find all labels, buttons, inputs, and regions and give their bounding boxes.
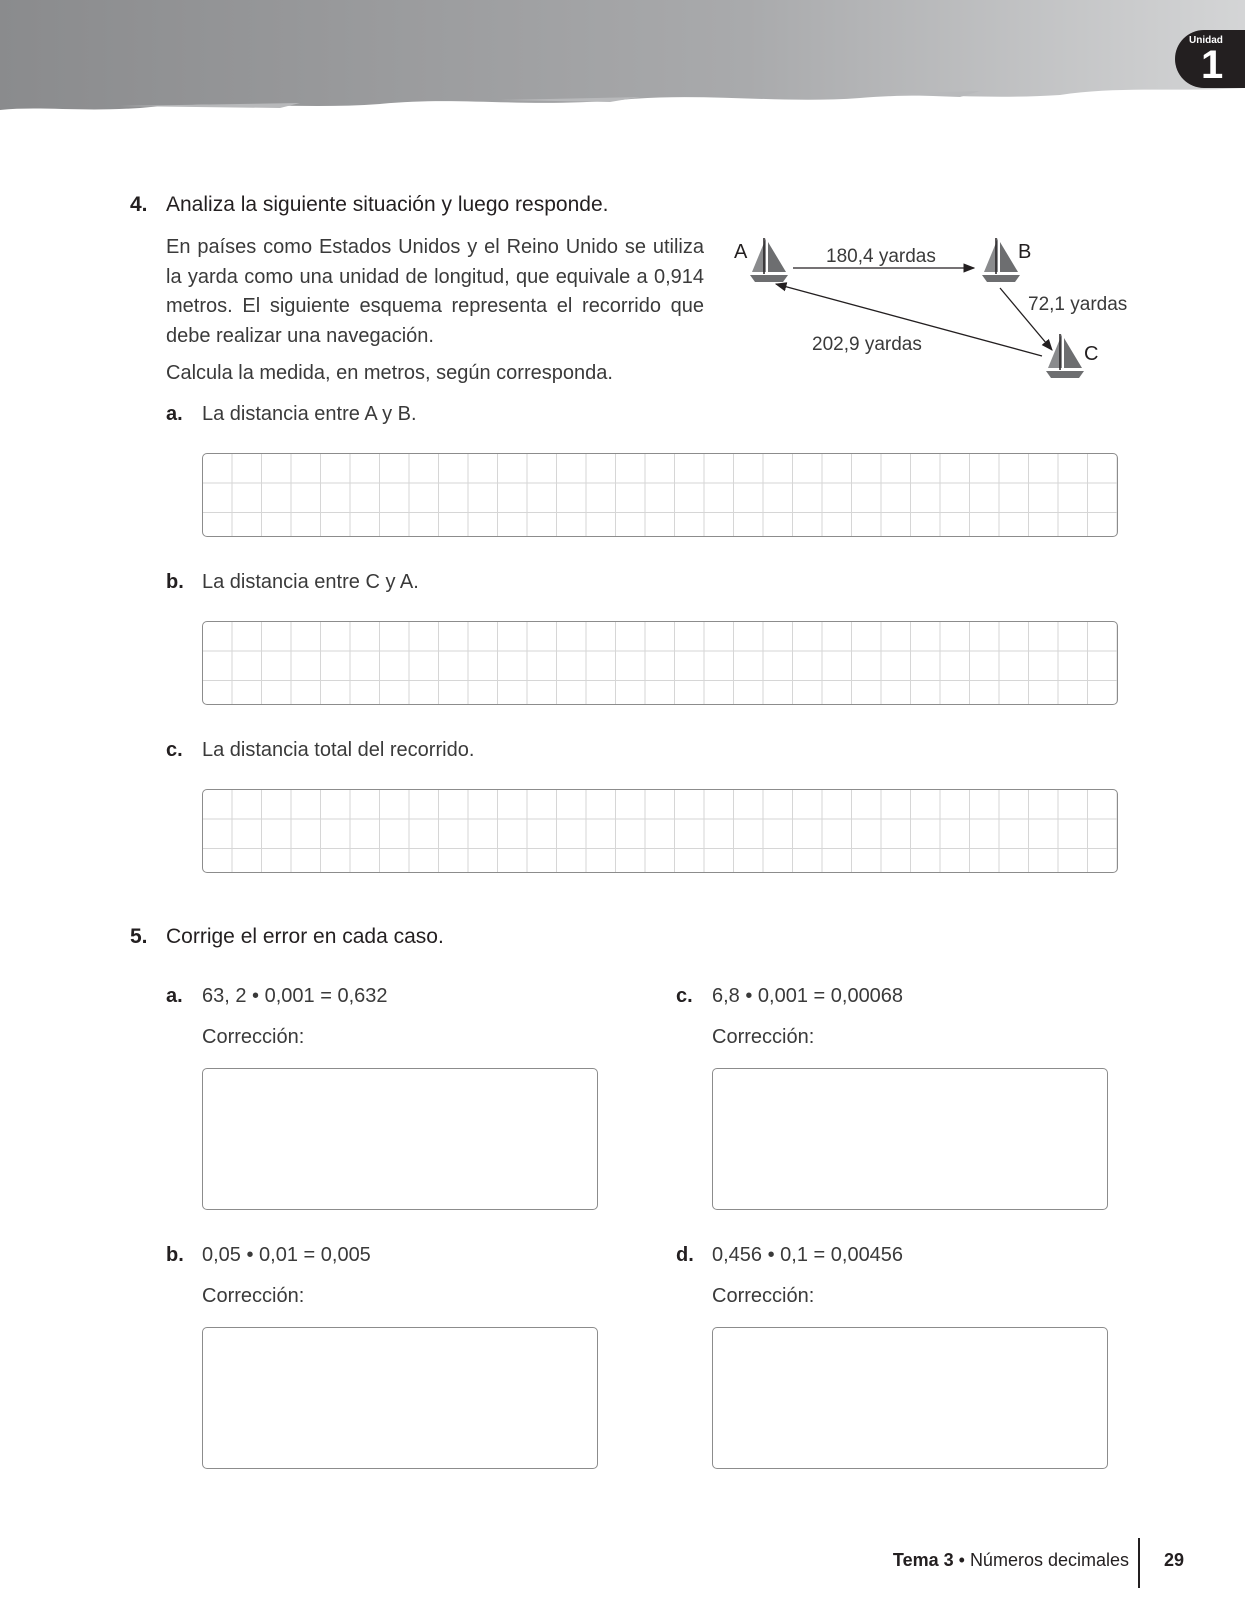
header-banner xyxy=(0,0,1245,120)
footer-topic xyxy=(893,1550,1129,1571)
item-5b-letter: b. xyxy=(166,1244,184,1266)
point-b-label: B xyxy=(1018,241,1032,263)
answer-box-5a[interactable] xyxy=(202,1068,598,1210)
item-4b-letter: b. xyxy=(166,571,184,593)
question-4-instruction: Calcula la medida, en metros, según corresponda. xyxy=(166,362,613,384)
item-5d-expression: 0,456 • 0,1 = 0,00456 xyxy=(712,1244,904,1266)
footer-bullet: • xyxy=(953,1550,970,1570)
unit-badge xyxy=(1175,30,1245,88)
answer-grid-4b[interactable] xyxy=(202,621,1118,705)
item-5c-expression: 6,8 • 0,001 = 0,00068 xyxy=(712,985,904,1007)
point-a-label: A xyxy=(734,241,748,263)
item-5a-expression: 63, 2 • 0,001 = 0,632 xyxy=(202,985,388,1007)
item-5c-letter: c. xyxy=(676,985,693,1007)
answer-box-5c[interactable] xyxy=(712,1068,1108,1210)
item-5b-expression: 0,05 • 0,01 = 0,005 xyxy=(202,1244,371,1266)
answer-grid-4a[interactable] xyxy=(202,453,1118,537)
question-5-title: Corrige el error en cada caso. xyxy=(166,925,444,948)
navigation-diagram xyxy=(720,232,1140,402)
answer-grid-4c[interactable] xyxy=(202,789,1118,873)
sailboat-b-icon xyxy=(982,238,1020,282)
ab-distance-label: 180,4 yardas xyxy=(826,246,936,267)
item-4c-text: La distancia total del recorrido. xyxy=(202,739,475,761)
question-4-paragraph: En países como Estados Unidos y el Reino Unido se utiliza la yarda como una unidad de longitud, que equivale a 0,914 metros. El siguiente esquema representa el recorrido que debe realizar una navegación. xyxy=(166,236,704,347)
question-4-title: Analiza la siguiente situación y luego responde. xyxy=(166,193,609,216)
item-5b-correction-label: Corrección: xyxy=(202,1285,305,1307)
bc-distance-label: 72,1 yardas xyxy=(1028,294,1128,315)
unit-number: 1 xyxy=(1201,43,1224,87)
item-5d-correction-label: Corrección: xyxy=(712,1285,815,1307)
sailboat-a-icon xyxy=(750,238,788,282)
item-5a-letter: a. xyxy=(166,985,183,1007)
answer-box-5b[interactable] xyxy=(202,1327,598,1469)
item-4c-letter: c. xyxy=(166,739,183,761)
footer-topic-name: Números decimales xyxy=(969,1550,1129,1570)
item-5a-correction-label: Corrección: xyxy=(202,1026,305,1048)
item-5d-letter: d. xyxy=(676,1244,694,1266)
item-4a-text: La distancia entre A y B. xyxy=(202,403,417,425)
page-number: 29 xyxy=(1164,1550,1185,1570)
question-5-number: 5. xyxy=(130,925,148,948)
point-c-label: C xyxy=(1084,343,1099,365)
sailboat-c-icon xyxy=(1046,334,1084,378)
unit-label: Unidad xyxy=(1189,35,1223,46)
answer-box-5d[interactable] xyxy=(712,1327,1108,1469)
footer-topic-number: Tema 3 xyxy=(892,1550,954,1570)
footer-divider xyxy=(1138,1538,1140,1588)
question-4-number: 4. xyxy=(130,193,148,216)
ca-distance-label: 202,9 yardas xyxy=(812,334,922,355)
item-4b-text: La distancia entre C y A. xyxy=(202,571,419,593)
item-5c-correction-label: Corrección: xyxy=(712,1026,815,1048)
item-4a-letter: a. xyxy=(166,403,183,425)
